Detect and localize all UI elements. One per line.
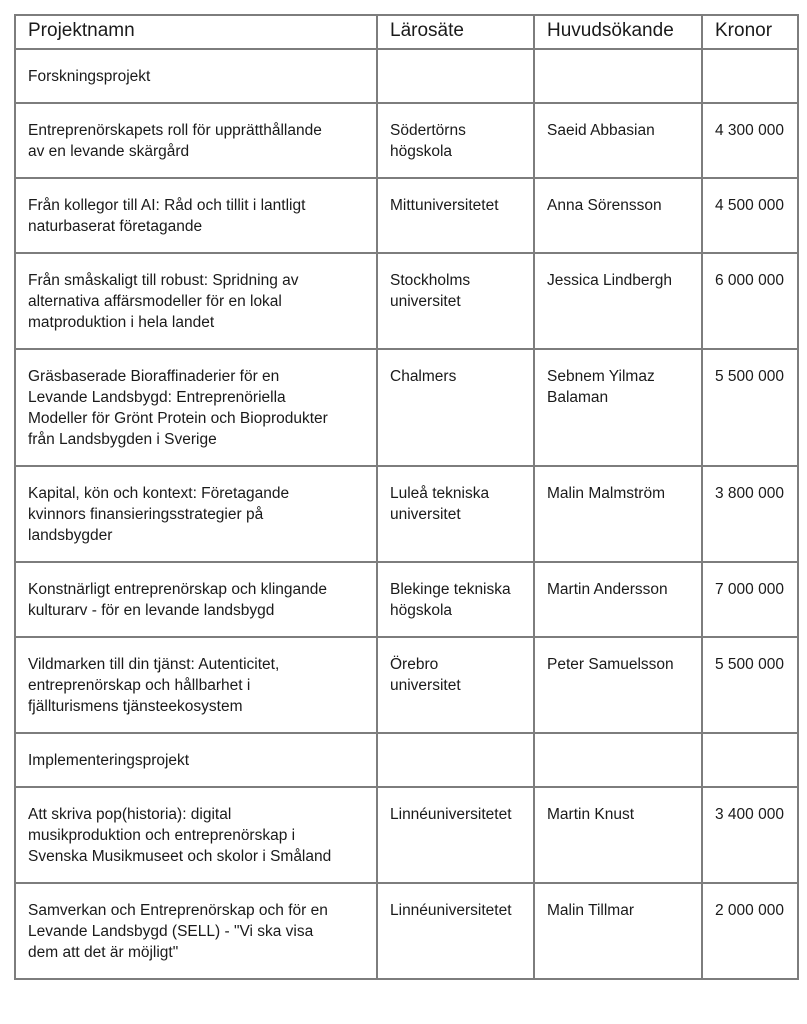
project-cell: Konstnärligt entreprenörskap och klingande kulturarv - för en levande landsbygd (15, 562, 377, 637)
project-cell: Vildmarken till din tjänst: Autenticitet, entreprenörskap och hållbarhet i fjällturismens tjänsteekosystem (15, 637, 377, 733)
project-cell: Från kollegor till AI: Råd och tillit i lantligt naturbaserat företagande (15, 178, 377, 253)
amount-cell: 7 000 000 (702, 562, 798, 637)
header-row (15, 15, 798, 49)
applicant-cell: Saeid Abbasian (534, 103, 702, 178)
project-cell: Entreprenörskapets roll för upprätthållande av en levande skärgård (15, 103, 377, 178)
amount-cell: 4 500 000 (702, 178, 798, 253)
institution-cell: Luleå tekniska universitet (377, 466, 534, 562)
applicant-cell: Sebnem Yilmaz Balaman (534, 349, 702, 466)
table-row (15, 787, 798, 883)
table-row (15, 178, 798, 253)
project-cell: Samverkan och Entreprenörskap och för en Levande Landsbygd (SELL) - "Vi ska visa dem att det är möjligt" (15, 883, 377, 979)
institution-cell: Stockholms universitet (377, 253, 534, 349)
table-row (15, 466, 798, 562)
applicant-cell: Martin Andersson (534, 562, 702, 637)
table-row (15, 103, 798, 178)
applicant-cell: Anna Sörensson (534, 178, 702, 253)
amount-cell: 5 500 000 (702, 349, 798, 466)
section-row (15, 733, 798, 787)
applicant-cell: Jessica Lindbergh (534, 253, 702, 349)
amount-cell: 4 300 000 (702, 103, 798, 178)
amount-cell: 3 400 000 (702, 787, 798, 883)
project-cell: Att skriva pop(historia): digital musikproduktion och entreprenörskap i Svenska Musikmuseet och skolor i Småland (15, 787, 377, 883)
table-row (15, 883, 798, 979)
column-header-larosate: Lärosäte (377, 15, 534, 49)
applicant-cell: Malin Tillmar (534, 883, 702, 979)
section-row (15, 49, 798, 103)
column-header-kronor: Kronor (702, 15, 798, 49)
table-row (15, 637, 798, 733)
column-header-huvudsokande: Huvudsökande (534, 15, 702, 49)
amount-cell: 6 000 000 (702, 253, 798, 349)
section-empty-cell (702, 49, 798, 103)
institution-cell: Chalmers (377, 349, 534, 466)
institution-cell: Linnéuniversitetet (377, 787, 534, 883)
institution-cell: Linnéuniversitetet (377, 883, 534, 979)
section-title-cell: Implementeringsprojekt (15, 733, 377, 787)
section-empty-cell (534, 49, 702, 103)
section-empty-cell (377, 49, 534, 103)
section-empty-cell (377, 733, 534, 787)
project-cell: Kapital, kön och kontext: Företagande kvinnors finansieringsstrategier på landsbygder (15, 466, 377, 562)
table-row (15, 562, 798, 637)
institution-cell: Södertörns högskola (377, 103, 534, 178)
project-cell: Från småskaligt till robust: Spridning av alternativa affärsmodeller för en lokal matproduktion i hela landet (15, 253, 377, 349)
table-row (15, 349, 798, 466)
section-empty-cell (534, 733, 702, 787)
table-row (15, 253, 798, 349)
amount-cell: 2 000 000 (702, 883, 798, 979)
section-title-cell: Forskningsprojekt (15, 49, 377, 103)
applicant-cell: Malin Malmström (534, 466, 702, 562)
institution-cell: Örebro universitet (377, 637, 534, 733)
institution-cell: Blekinge tekniska högskola (377, 562, 534, 637)
funding-table (14, 14, 799, 980)
applicant-cell: Martin Knust (534, 787, 702, 883)
amount-cell: 5 500 000 (702, 637, 798, 733)
section-empty-cell (702, 733, 798, 787)
project-cell: Gräsbaserade Bioraffinaderier för en Levande Landsbygd: Entreprenöriella Modeller för Grönt Protein och Bioprodukter från Landsbygden i Sverige (15, 349, 377, 466)
column-header-projektnamn: Projektnamn (15, 15, 377, 49)
amount-cell: 3 800 000 (702, 466, 798, 562)
applicant-cell: Peter Samuelsson (534, 637, 702, 733)
institution-cell: Mittuniversitetet (377, 178, 534, 253)
